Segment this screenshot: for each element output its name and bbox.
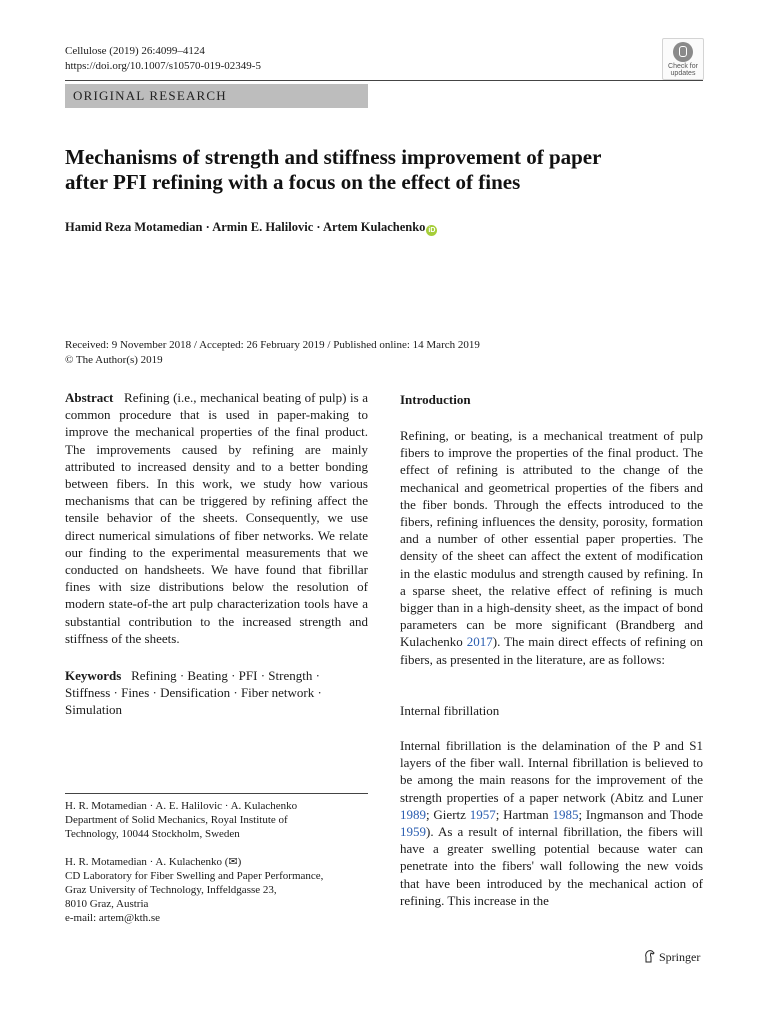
introduction-heading: Introduction [400, 392, 471, 407]
authors-text: Hamid Reza Motamedian · Armin E. Halilovic · Artem Kulachenko [65, 220, 426, 234]
affiliation-line: 8010 Graz, Austria [65, 898, 149, 910]
email-link[interactable]: e-mail: artem@kth.se [65, 912, 161, 924]
abstract-label: Abstract [65, 390, 114, 405]
affiliation-names: H. R. Motamedian · A. E. Halilovic · A. Kulachenko [65, 800, 298, 812]
citation-link[interactable]: 2017 [466, 634, 493, 650]
fibrillation-paragraph [400, 737, 703, 909]
check-for-updates-badge[interactable] [662, 38, 704, 80]
affiliation-line: Graz University of Technology, Inffeldgasse 23, [65, 884, 277, 896]
affiliation-names: H. R. Motamedian · A. Kulachenko (✉) [65, 856, 242, 868]
paragraph-text: ). As a result of internal fibrillation, the fibers will have a greater swelling potential because water can penetrate into the fibers' wall following the new voids that have been introduced by the mechanical action of refining. This increase in the [400, 824, 703, 908]
author-list [65, 219, 437, 236]
title-line: after PFI refining with a focus on the effect of fines [65, 170, 521, 194]
citation-link[interactable]: 1959 [400, 824, 426, 840]
paragraph-text: Internal fibrillation is the delamination of the P and S1 layers of the fiber wall. Internal fibrillation is believed to be among the main reasons for the improvement of the strength properties of a paper network (Abitz and Luner [400, 738, 703, 805]
journal-line: Cellulose (2019) 26:4099–4124 [65, 45, 205, 57]
journal-citation [65, 44, 261, 74]
paragraph-text: ). The main direct effects of refining on fibers, as presented in the literature, are as follows: [400, 634, 704, 667]
affiliation-2 [65, 855, 368, 925]
affiliation-1 [65, 799, 368, 841]
publisher-logo [644, 948, 700, 966]
affiliation-line: Technology, 10044 Stockholm, Sweden [65, 828, 240, 840]
paragraph-text: ; Giertz [426, 806, 470, 822]
citation-link[interactable]: 1989 [400, 806, 426, 822]
introduction-paragraph [400, 427, 703, 668]
title-line: Mechanisms of strength and stiffness improvement of paper [65, 145, 602, 169]
citation-link[interactable]: 1985 [552, 806, 579, 822]
doi-link[interactable]: https://doi.org/10.1007/s10570-019-02349-5 [65, 60, 261, 72]
citation-link[interactable]: 1957 [469, 806, 496, 822]
paragraph-text: ; Hartman [495, 806, 553, 822]
updates-label: updates [670, 70, 696, 77]
section-label: ORIGINAL RESEARCH [65, 84, 368, 108]
bookmark-icon [673, 42, 693, 62]
article-title [65, 145, 685, 195]
dates-line: Received: 9 November 2018 / Accepted: 26 February 2019 / Published online: 14 March 2019 [65, 339, 480, 351]
keywords-label: Keywords [65, 668, 122, 683]
keywords-text: Refining · Beating · PFI · Strength · Stiffness · Fines · Densification · Fiber network · Simulation [65, 668, 322, 718]
abstract [65, 389, 368, 647]
paragraph-text: ; Ingmanson and Thode [578, 806, 703, 822]
affiliation-line: Department of Solid Mechanics, Royal Institute of [65, 814, 288, 826]
orcid-icon[interactable]: iD [428, 227, 436, 234]
keywords [65, 667, 368, 719]
header-rule [65, 80, 703, 81]
copyright-line: © The Author(s) 2019 [65, 354, 163, 366]
subsection-heading: Internal fibrillation [400, 703, 500, 718]
article-history [65, 338, 480, 368]
abstract-text: Refining (i.e., mechanical beating of pulp) is a common procedure that is used in paper-making to improve the mechanical properties of the final product. The improvements caused by refining are mainly attributed to increased density and to a better bonding between fibers. In this work, we study how various mechanisms that can be triggered by refining affect the tensile behavior of the sheets. Consequently, we use direct numerical simulations of fiber networks. We relate our finding to the experimental measurements that we conducted on handsheets. We have found that fibrillar fines with size distributions below the resolution of modern state-of-the art pulp characterization tools have a substantial contribution to the increased strength and stiffness of the sheets. [65, 390, 369, 646]
check-for-label: Check for [668, 63, 698, 70]
footnote-rule [65, 793, 368, 794]
springer-horse-icon [644, 950, 655, 963]
paragraph-text: Refining, or beating, is a mechanical treatment of pulp fibers to improve the properties of the final product. The effect of refining is attributed to the change of the mechanical and geometrical properties of the fibers and the fiber bonds. Through the effects introduced to the fibers, refining influences the density, porosity, formation and a number of other essential paper properties. The density of the sheet can affect the extent of modification in the elastic modulus and strength caused by refining. In a sparse sheet, the relative effect of refining is much bigger than in a high-density sheet, as the impact of bond parameters can be more significant (Brandberg and Kulachenko [400, 428, 703, 650]
publisher-name: Springer [659, 950, 701, 964]
affiliation-line: CD Laboratory for Fiber Swelling and Paper Performance, [65, 870, 324, 882]
